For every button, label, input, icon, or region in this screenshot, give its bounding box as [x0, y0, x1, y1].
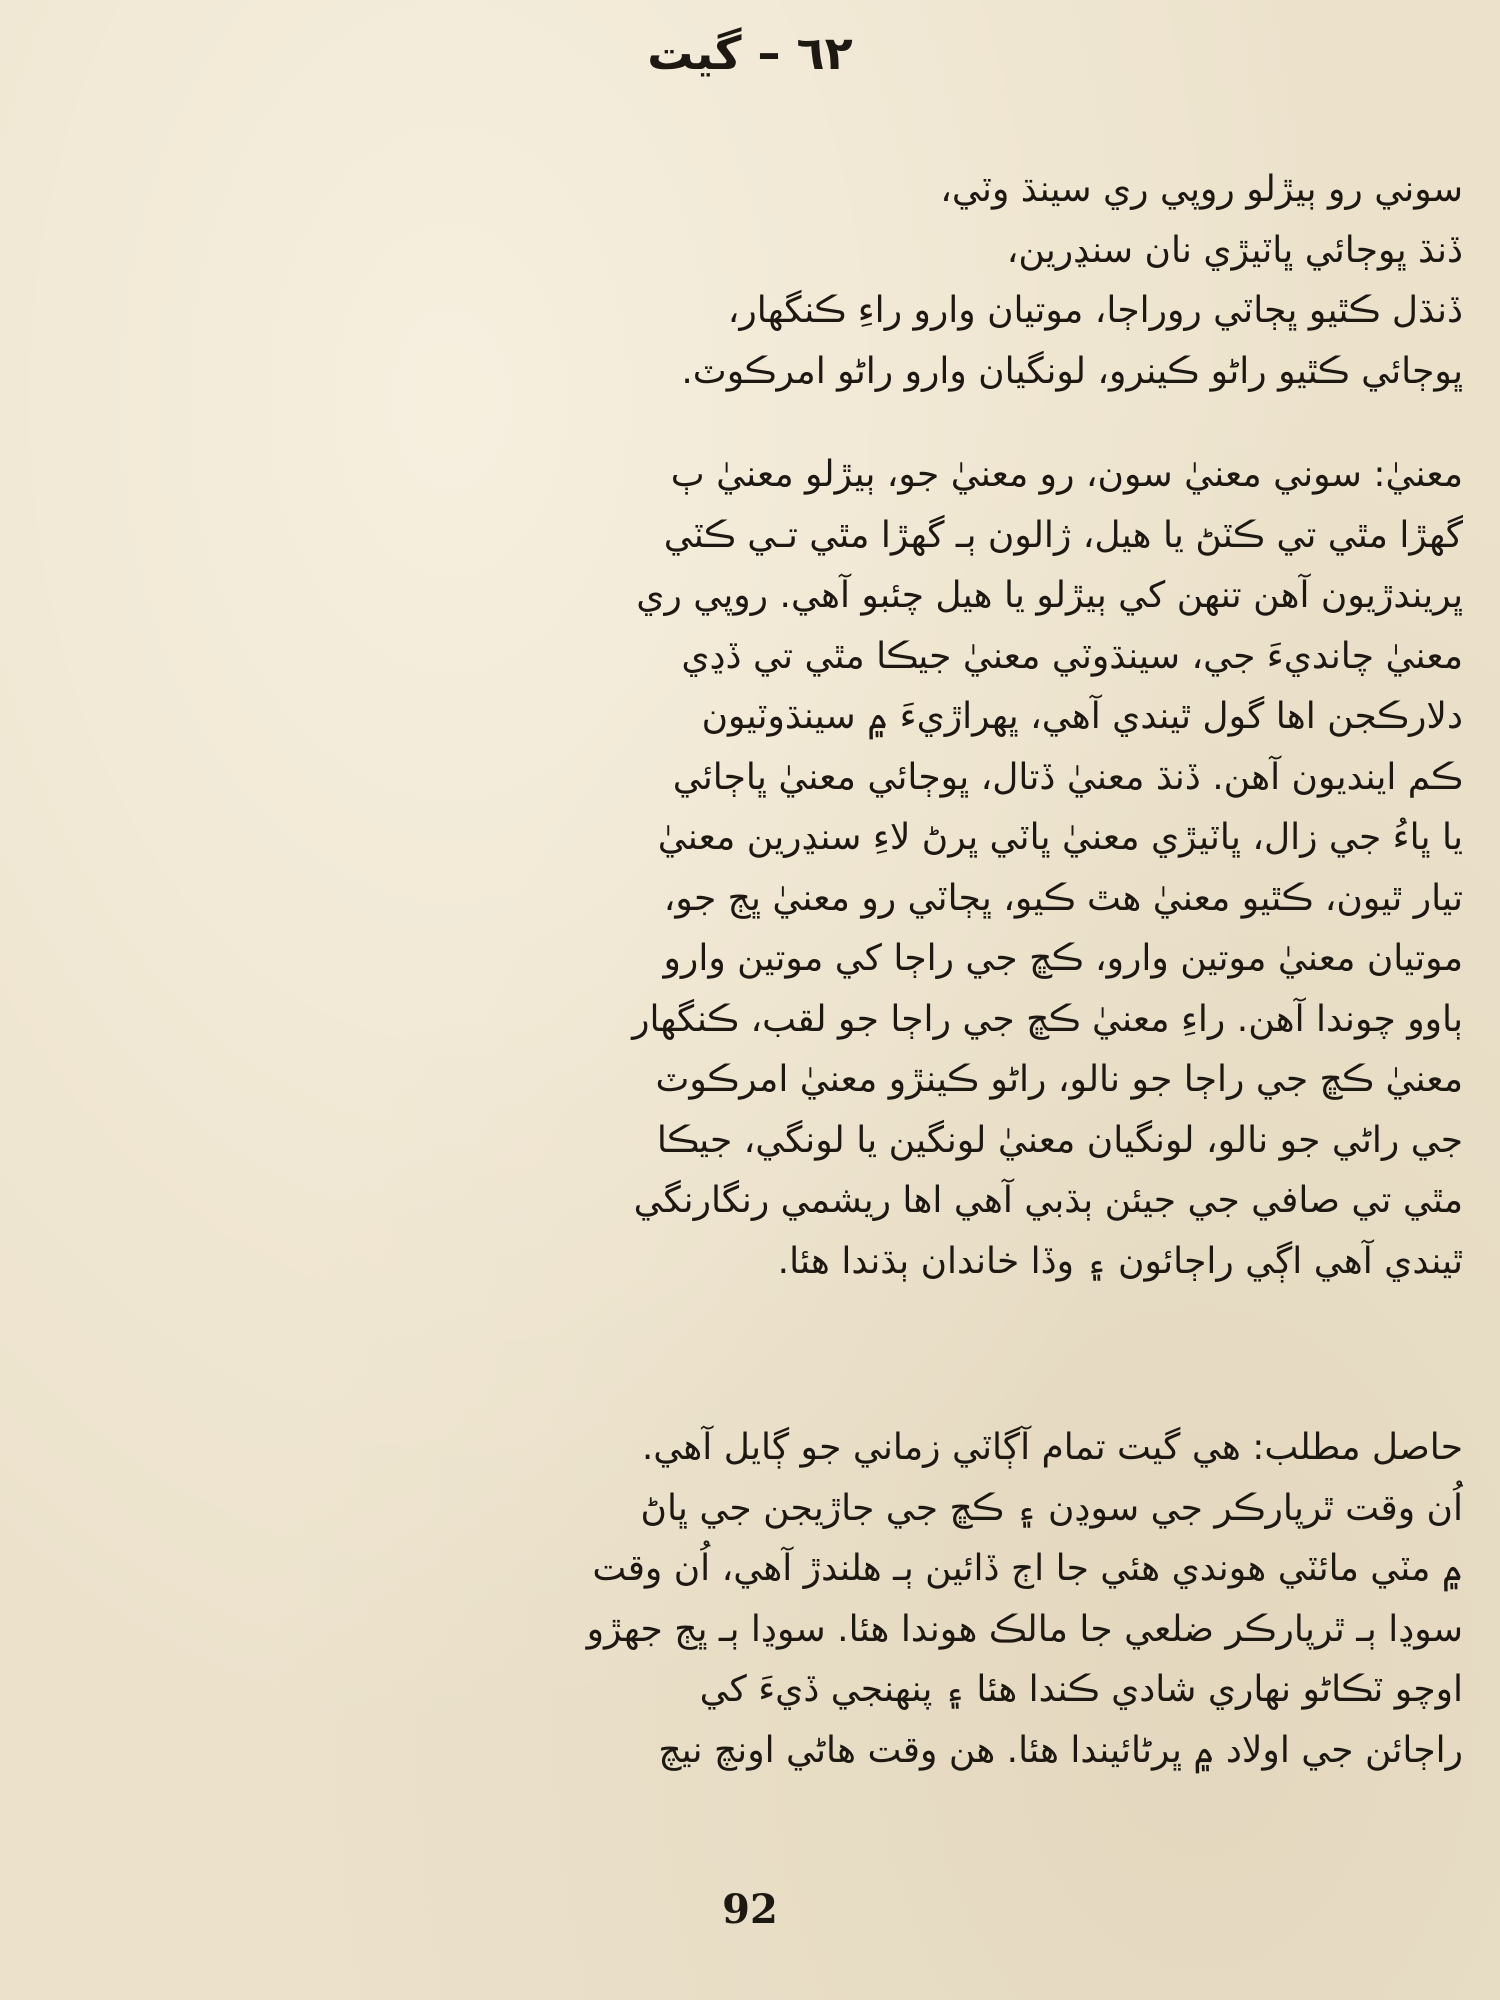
- verse-block: [48, 160, 1463, 402]
- meaning-line: ٻاوو چوندا آهن. راءِ معنيٰ ڪڇ جي راڄا جو لقب، ڪنگهار: [632, 998, 1463, 1040]
- meaning-line: معنيٰ چانديءَ جي، سينڌوٽي معنيٰ جيڪا مٿي تي ڏڍي: [681, 635, 1463, 677]
- meaning-line: ڀريندڙيون آهن تنهن کي ٻيڙلو يا هيل چئبو آهي. روپي ري: [636, 575, 1463, 616]
- meaning-line: جي راڻي جو نالو، لونگيان معنيٰ لونگين يا لونگي، جيڪا: [656, 1119, 1463, 1161]
- summary-paragraph: [48, 1418, 1463, 1781]
- meaning-line: معنيٰ: سوني معنيٰ سون، رو معنيٰ جو، ٻيڙلو معنيٰ ٻ: [670, 454, 1463, 495]
- meaning-line: دلارڪجن اها گول ٿيندي آهي، ڀهراڙيءَ ۾ سينڌوٽيون: [701, 696, 1463, 737]
- meaning-paragraph: [48, 445, 1463, 1292]
- meaning-line: يا ڀاءُ جي زال، ڀاٽيڙي معنيٰ ڀاٽي ڀرڻ لاءِ سنڍرين معنيٰ: [657, 817, 1463, 858]
- meaning-line: ٿيندي آهي اڳي راڄائون ۽ وڏا خاندان ٻڌندا هئا.: [777, 1240, 1463, 1282]
- meaning-line: معنيٰ ڪڇ جي راڄا جو نالو، راڻو ڪينڙو معنيٰ امرڪوٽ: [655, 1059, 1463, 1100]
- chapter-heading: ٦٢ – گيت: [647, 26, 853, 80]
- meaning-line: موتيان معنيٰ موتين وارو، ڪڇ جي راڄا کي موتين وارو: [663, 938, 1463, 979]
- verse-line: سوني رو ٻيڙلو روپي ري سينڌ وٽي،: [940, 169, 1463, 210]
- verse-line: ڀوڄائي ڪٿيو راڻو ڪينرو، لونگيان وارو راڻو امرڪوٽ.: [681, 350, 1463, 392]
- meaning-line: گهڙا مٿي تي ڪٽڻ يا هيل، ژالون ٻـ گهڙا مٿي تـي ڪٽي: [663, 514, 1463, 556]
- verse-line: ڏنڌ ڀوڄائي ڀاٽيڙي نان سنڍرين،: [1006, 229, 1463, 271]
- verse-line: ڏنڌل ڪٿيو ڀڄاٽي روراڄا، موتيان وارو راءِ ڪنگهار،: [727, 290, 1463, 331]
- summary-line: حاصل مطلب: هي گيت تمام آڳاٽي زماني جو ڳايل آهي.: [641, 1427, 1463, 1468]
- summary-line: اوچو ٽڪاڻو نهاري شادي ڪندا هئا ۽ پنهنجي ڏيءَ کي: [699, 1669, 1463, 1710]
- meaning-line: تيار ٿيون، ڪٿيو معنيٰ هٿ ڪيو، ڀڄاٽي رو معنيٰ ڀڄ جو،: [663, 877, 1463, 919]
- summary-line: سوڍا ٻـ ٿرپارڪر ضلعي جا مالڪ هوندا هئا. سوڍا ٻـ ڀڄ جهڙو: [586, 1608, 1463, 1650]
- meaning-line: ڪم اينديون آهن. ڏنڌ معنيٰ ڏتال، ڀوڄائي معنيٰ ڀاڄائي: [672, 756, 1463, 798]
- summary-line: اُن وقت ٿرپارڪر جي سوڍن ۽ ڪڇ جي جاڙيجن جي ڀاڻ: [640, 1487, 1463, 1529]
- summary-line: راڄائن جي اولاد ۾ ڀرڻائيندا هئا. هن وقت هاڻي اونچ نيچ: [658, 1729, 1463, 1771]
- meaning-line: مٿي تي صافي جي جيئن ٻڌبي آهي اها ريشمي رنگارنگي: [633, 1180, 1463, 1221]
- page-number: 92: [722, 1886, 778, 1933]
- summary-line: ۾ مٽي مائٽي هوندي هئي جا اڄ ڏائين ٻـ هلندڙ آهي، اُن وقت: [592, 1548, 1463, 1589]
